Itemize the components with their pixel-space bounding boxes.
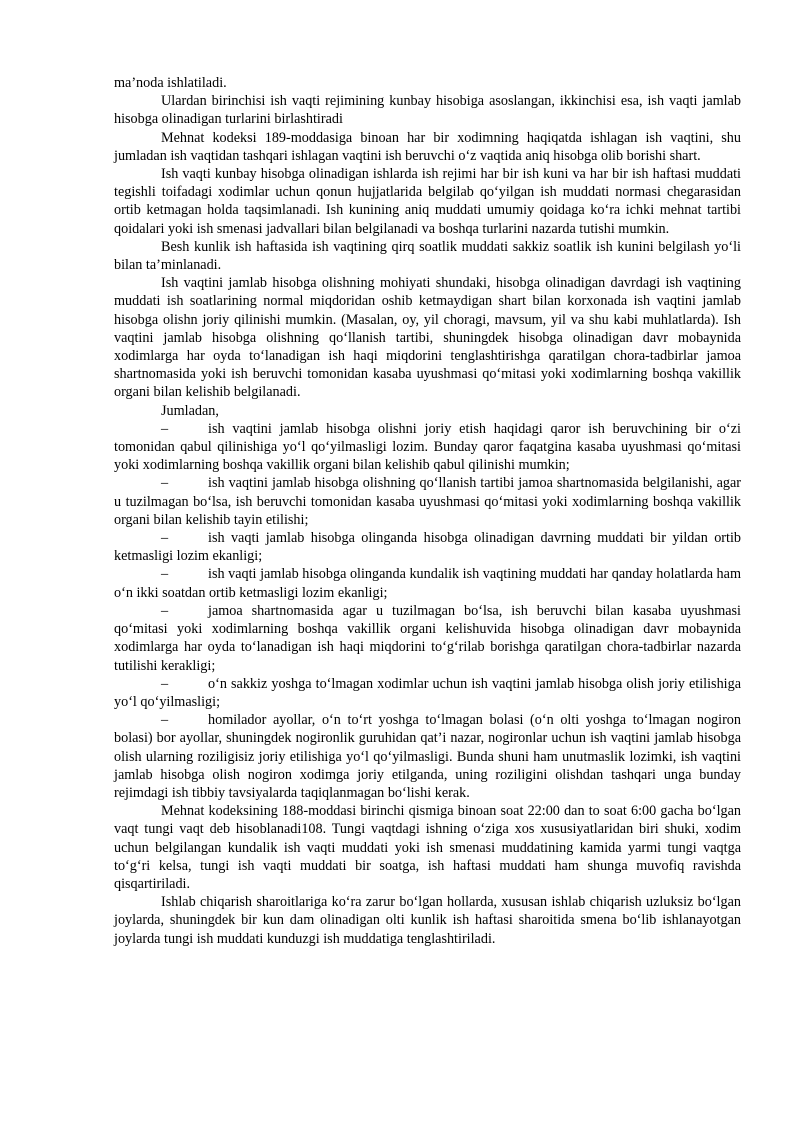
- paragraph: Ishlab chiqarish sharoitlariga ko‘ra zarur bo‘lgan hollarda, xususan ishlab chiqarish uzluksiz bo‘lgan joylarda, shuningdek bir kun dam olinadigan olti kunlik ish haftasi sharoitida smena bo‘lib ishlanayotgan joylarda tungi ish muddati kunduzgi ish muddatiga tenglashtiriladi.: [114, 894, 741, 947]
- paragraph: Jumladan,: [161, 402, 219, 419]
- paragraph: Mehnat kodeksi 189-moddasiga binoan har bir xodimning haqiqatda ishlagan ish vaqtini, shu jumladan ish vaqtidan tashqari ishlagan vaqtini ish beruvchi o‘z vaqtida aniq hisobga olib borishi shart.: [114, 129, 741, 164]
- list-item: [114, 529, 741, 565]
- paragraph: Ulardan birinchisi ish vaqti rejimining kunbay hisobiga asoslangan, ikkinchisi esa, ish vaqti jamlab hisobga olinadigan turlarini birlashtiradi: [114, 93, 741, 128]
- list-dash: –: [161, 530, 169, 547]
- list-item: [114, 474, 741, 529]
- list-item-text: o‘n sakkiz yoshga to‘lmagan xodimlar uchun ish vaqtini jamlab hisobga olish joriy etilishiga yo‘l qo‘yilmasligi;: [114, 675, 741, 710]
- list-dash: –: [161, 712, 169, 729]
- list-item-text: ish vaqtini jamlab hisobga olishning qo‘llanish tartibi jamoa shartnomasida belgilanishi, agar u tuzilmagan bo‘lsa, ish beruvchi tomonidan kasaba uyushmasi qo‘mitasi yoki xodimlarning boshqa vakillik organi bilan kelishib tayin etilishi;: [114, 475, 741, 528]
- list-dash: –: [161, 420, 169, 437]
- list-item-text: ish vaqti jamlab hisobga olinganda kundalik ish vaqtining muddati har qanday holatlarda ham o‘n ikki soatdan ortib ketmasligi lozim ekanligi;: [114, 566, 741, 601]
- list-item: [114, 602, 741, 675]
- list-item-text: ish vaqti jamlab hisobga olinganda hisobga olinadigan davrning muddati bir yildan ortib ketmasligi lozim ekanligi;: [114, 530, 741, 565]
- list-dash: –: [161, 675, 169, 692]
- list-item: [114, 711, 741, 802]
- paragraph: Ish vaqti kunbay hisobga olinadigan ishlarda ish rejimi har bir ish kuni va har bir ish haftasi muddati tegishli toifadagi xodimlar uchun qonun hujjatlarida belgilab qo‘yilgan ish muddati normasi chegarasidan ortib ketmagan holda taqsimlanadi. Ish kunining aniq muddati umumiy qoidaga ko‘ra ichki mehnat tartibi qoidalari yoki ish smenasi jadvallari bilan belgilanadi va boshqa turlarini nazarda tutishi mumkin.: [114, 166, 741, 237]
- document-page: [114, 74, 741, 948]
- paragraph: Ish vaqtini jamlab hisobga olishning mohiyati shundaki, hisobga olinadigan davrdagi ish vaqtining muddati ish soatlarining normal miqdoridan oshib ketmaydigan shart bilan korxonada ish vaqtini jamlab hisobga olishn joriy qilinishi mumkin. (Masalan, oy, yil choragi, mavsum, yil va shu kabi muhlatlarda). Ish vaqtini jamlab hisobga olishning qo‘llanish tartibi, shuningdek hisobga olinadigan davr mobaynida xodimlarga har oyda to‘lanadigan ish haqi miqdorini tenglashtirishga qaratilgan chora-tadbirlar jamoa shartnomasida yoki ish beruvchi tomonidan kasaba uyushmasi qo‘mitasi yoki xodimlarning boshqa vakillik organi bilan kelishib belgilanadi.: [114, 275, 741, 401]
- paragraph: Mehnat kodeksining 188-moddasi birinchi qismiga binoan soat 22:00 dan to soat 6:00 gacha bo‘lgan vaqt tungi vaqt deb hisoblanadi108. Tungi vaqtdagi ishning o‘ziga xos xususiyatlaridan biri shuki, xodim uchun belgilangan kundalik ish vaqti muddati yoki ish smenasi muddatining kamida yarmi tungi vaqtga to‘g‘ri kelsa, tungi ish vaqti muddati bir soatga, ish haftasi muddati ham shunga muvofiq ravishda qisqartiriladi.: [114, 803, 741, 892]
- list-item-text: jamoa shartnomasida agar u tuzilmagan bo‘lsa, ish beruvchi bilan kasaba uyushmasi qo‘mitasi yoki xodimlarning boshqa vakillik organi kelishuvida hisobga olinadigan davr mobaynida xodimlarga har oyda to‘lanadigan ish haqi miqdorini to‘g‘rilab borishga qaratilgan chora-tadbirlar nazarda tutilishi kerakligi;: [114, 602, 741, 674]
- list-dash: –: [161, 602, 169, 619]
- list-item: [114, 675, 741, 711]
- list-item-text: ish vaqtini jamlab hisobga olishni joriy etish haqidagi qaror ish beruvchining bir o‘zi tomonidan qabul qilinishiga yo‘l qo‘yilmasligi lozim. Bunday qaror faqatgina kasaba uyushmasi qo‘mitasi yoki xodimlarning boshqa vakillik organi bilan kelishib qabul qilinishi mumkin;: [114, 420, 741, 474]
- paragraph: ma’noda ishlatiladi.: [114, 75, 227, 91]
- list-item: [114, 565, 741, 601]
- list-dash: –: [161, 475, 169, 492]
- list-item-text: homilador ayollar, o‘n to‘rt yoshga to‘lmagan bolasi (o‘n olti yoshga to‘lmagan nogiron bolasi) bor ayollar, shuningdek nogironlik guruhidan qat’i nazar, nogironlar uchun ish vaqtini jamlab hisobga olish ularning roziligisiz joriy etilishiga yo‘l qo‘yilmasligi. Bunda shuni ham unutmaslik lozimki, ish vaqtini jamlab hisobga olish nogiron xodimga joriy etilganda, uning roziligini olishdan tashqari unga bunday rejimdagi ish tibbiy tavsiyalarda taqiqlanmagan bo‘lishi kerak.: [114, 712, 741, 801]
- paragraph: Besh kunlik ish haftasida ish vaqtining qirq soatlik muddati sakkiz soatlik ish kunini belgilash yo‘li bilan ta’minlanadi.: [114, 238, 741, 274]
- list-item: [114, 420, 741, 475]
- list-dash: –: [161, 566, 169, 583]
